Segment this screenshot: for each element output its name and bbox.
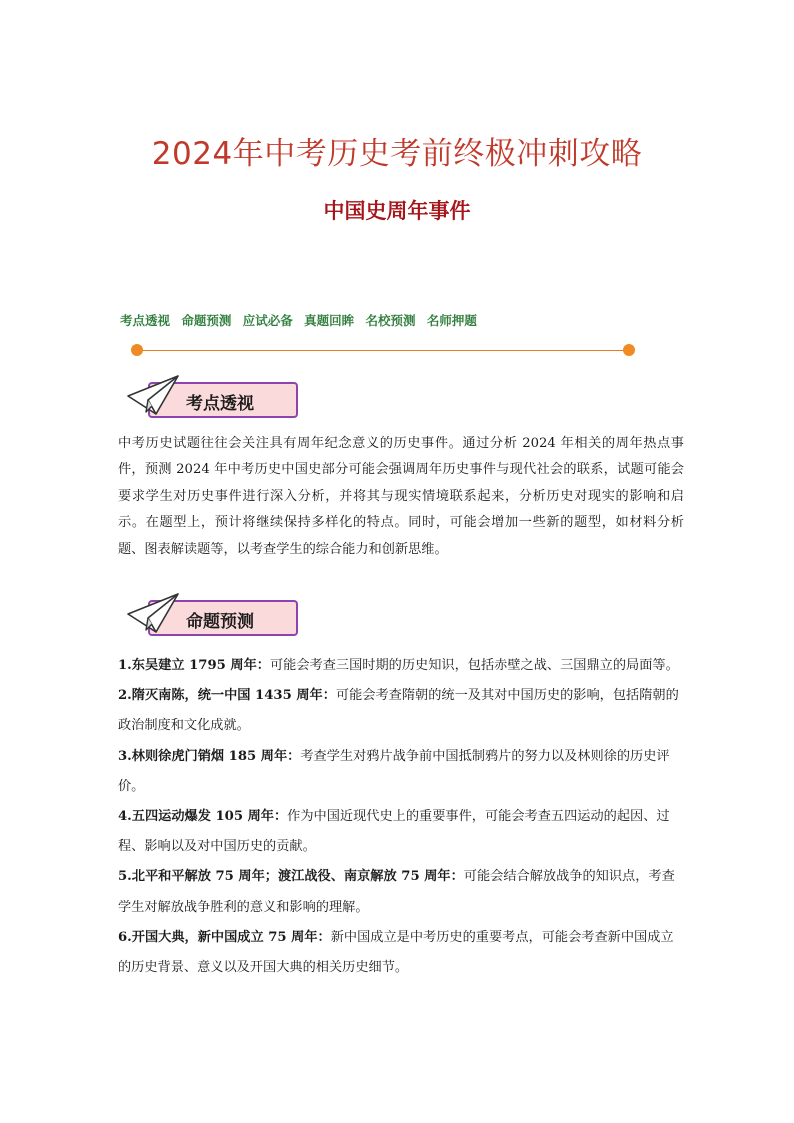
divider-dot-right [623,344,635,356]
item-lead: 2.隋灭南陈，统一中国 1435 周年： [118,688,336,704]
item-text: 可能会考查隋朝的统一及其对中国历史的影响，包括隋朝的政治制度和文化成就。 [118,688,679,734]
paper-plane-icon [126,592,186,640]
nav-links [120,311,484,329]
item-lead: 1.东吴建立 1795 周年： [118,658,270,673]
nav-link-4[interactable]: 真题回眸 [304,313,355,328]
item-text: 可能会考查三国时期的历史知识，包括赤壁之战、三国鼎立的局面等。 [269,658,679,673]
nav-link-6[interactable]: 名师押题 [426,313,477,328]
section-heading: 考点透视 [186,394,254,414]
item-text: 作为中国近现代史上的重要事件，可能会考查五四运动的起因、过程、影响以及对中国历史的贡献。 [118,809,670,855]
nav-link-1[interactable]: 考点透视 [120,313,171,328]
item-lead: 5.北平和平解放 75 周年；渡江战役、南京解放 75 周年： [118,869,464,885]
list-item [118,742,684,802]
kaodian-paragraph: 中考历史试题往往会关注具有周年纪念意义的历史事件。通过分析 2024 年相关的周年热点事件，预测 2024 年中考历史中国史部分可能会强调周年历史事件与现代社会的联系，试题可能会要求学生对历史事件进行深入分析，并将其与现实情境联系起来，分析历史对现实的影响和启示。在题型上，预计将继续保持多样化的特点。同时，可能会增加一些新的题型，如材料分析题、图表解读题等，以考查学生的综合能力和创新思维。 [118,436,684,557]
nav-link-5[interactable]: 名校预测 [365,313,416,328]
nav-link-2[interactable]: 命题预测 [181,313,232,328]
list-item [118,651,684,681]
divider-dot-left [131,344,143,356]
list-item [118,862,684,922]
list-item [118,681,684,741]
divider-line [137,350,629,351]
item-lead: 4.五四运动爆发 105 周年： [118,809,288,825]
list-item [118,923,684,983]
section-header-mingti [126,594,301,642]
orange-divider [137,349,629,352]
prediction-list [118,651,684,983]
page-title: 2024年中考历史考前终极冲刺攻略 [151,136,643,172]
item-text: 可能会结合解放战争的知识点，考查学生对解放战争胜利的意义和影响的理解。 [118,869,675,915]
item-lead: 6.开国大典，新中国成立 75 周年： [118,929,331,945]
section-header-kaodian [126,376,301,424]
page-subtitle: 中国史周年事件 [323,199,471,223]
paper-plane-icon [126,374,186,422]
item-text: 新中国成立是中考历史的重要考点，可能会考查新中国成立的历史背景、意义以及开国大典的相关历史细节。 [118,929,674,976]
nav-link-3[interactable]: 应试必备 [242,313,293,328]
section-heading: 命题预测 [186,612,254,632]
list-item [118,802,684,862]
item-lead: 3.林则徐虎门销烟 185 周年： [118,748,301,764]
item-text: 考查学生对鸦片战争前中国抵制鸦片的努力以及林则徐的历史评价。 [118,748,670,794]
